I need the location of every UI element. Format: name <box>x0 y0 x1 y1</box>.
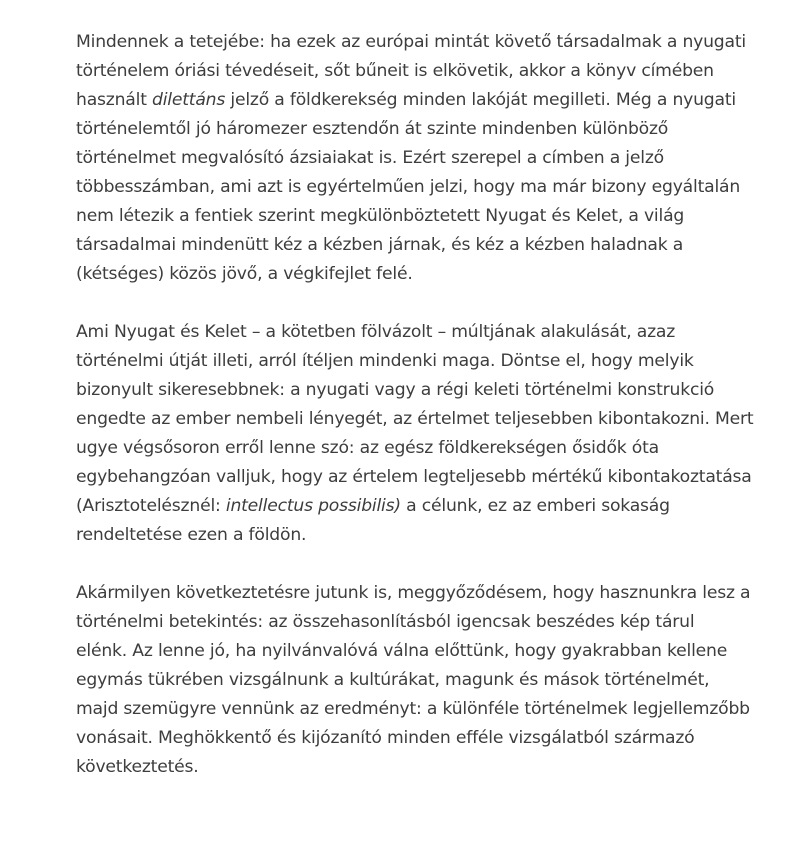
text-line <box>76 318 766 347</box>
text-segment: engedte az ember nembeli lényegét, az értelmet teljesebben kibontakozni. Mert <box>76 409 754 429</box>
italic-text: dilettáns <box>152 90 226 110</box>
text-line <box>76 115 766 144</box>
text-segment: (kétséges) közös jövő, a végkifejlet felé. <box>76 264 413 284</box>
text-segment: történelem óriási tévedéseit, sőt bűneit is elkövetik, akkor a könyv címében <box>76 61 714 81</box>
text-segment: nem létezik a fentiek szerint megkülönböztetett Nyugat és Kelet, a világ <box>76 206 685 226</box>
text-segment: használt <box>76 90 153 110</box>
italic-text: intellectus possibilis) <box>225 496 401 516</box>
text-line <box>76 347 766 376</box>
text-line <box>76 86 766 115</box>
text-line <box>76 231 766 260</box>
text-line <box>76 521 766 550</box>
text-segment: rendeltetése ezen a földön. <box>76 525 307 545</box>
text-line <box>76 724 766 753</box>
text-segment: majd szemügyre vennünk az eredményt: a különféle történelmek legjellemzőbb <box>76 699 750 719</box>
text-segment: Ami Nyugat és Kelet – a kötetben fölvázolt – múltjának alakulását, azaz <box>76 322 676 342</box>
text-line <box>76 608 766 637</box>
text-line <box>76 173 766 202</box>
text-segment: történelmet megvalósító ázsiaiakat is. Ezért szerepel a címben a jelző <box>76 148 664 168</box>
text-segment: történelemtől jó háromezer esztendőn át szinte mindenben különböző <box>76 119 669 139</box>
text-segment: vonásait. Meghökkentő és kijózanító minden efféle vizsgálatból származó <box>76 728 695 748</box>
text-line <box>76 144 766 173</box>
text-segment: történelmi betekintés: az összehasonlításból igencsak beszédes kép tárul <box>76 612 695 632</box>
text-segment: egymás tükrében vizsgálnunk a kultúrákat, magunk és mások történelmét, <box>76 670 710 690</box>
text-line <box>76 405 766 434</box>
text-line <box>76 376 766 405</box>
text-line <box>76 463 766 492</box>
text-line <box>76 637 766 666</box>
text-segment: bizonyult sikeresebbnek: a nyugati vagy a régi keleti történelmi konstrukció <box>76 380 715 400</box>
text-segment: Akármilyen következtetésre jutunk is, meggyőződésem, hogy hasznunkra lesz a <box>76 583 751 603</box>
text-segment: következtetés. <box>76 757 199 777</box>
text-segment: (Arisztotelésznél: <box>76 496 226 516</box>
text-segment: ugye végsősoron erről lenne szó: az egész földkerekségen ősidők óta <box>76 438 659 458</box>
text-segment: jelző a földkerekség minden lakóját megilleti. Még a nyugati <box>225 90 736 110</box>
text-segment: többesszámban, ami azt is egyértelműen jelzi, hogy ma már bizony egyáltalán <box>76 177 741 197</box>
text-line <box>76 434 766 463</box>
text-line <box>76 57 766 86</box>
text-line <box>76 666 766 695</box>
paragraph-1 <box>76 28 766 289</box>
paragraph-2 <box>76 318 766 550</box>
text-line <box>76 202 766 231</box>
text-segment: egybehangzóan valljuk, hogy az értelem legteljesebb mértékű kibontakoztatása <box>76 467 752 487</box>
text-line <box>76 579 766 608</box>
paragraph-3 <box>76 579 766 782</box>
text-segment: társadalmai mindenütt kéz a kézben járnak, és kéz a kézben haladnak a <box>76 235 684 255</box>
text-line <box>76 260 766 289</box>
text-line <box>76 753 766 782</box>
text-line <box>76 695 766 724</box>
text-segment: történelmi útját illeti, arról ítéljen mindenki maga. Döntse el, hogy melyik <box>76 351 694 371</box>
text-line <box>76 492 766 521</box>
text-segment: a célunk, ez az emberi sokaság <box>400 496 670 516</box>
text-segment: elénk. Az lenne jó, ha nyilvánvalóvá válna előttünk, hogy gyakrabban kellene <box>76 641 728 661</box>
text-line <box>76 28 766 57</box>
document-body <box>76 28 766 811</box>
text-segment: Mindennek a tetejébe: ha ezek az európai mintát követő társadalmak a nyugati <box>76 32 746 52</box>
